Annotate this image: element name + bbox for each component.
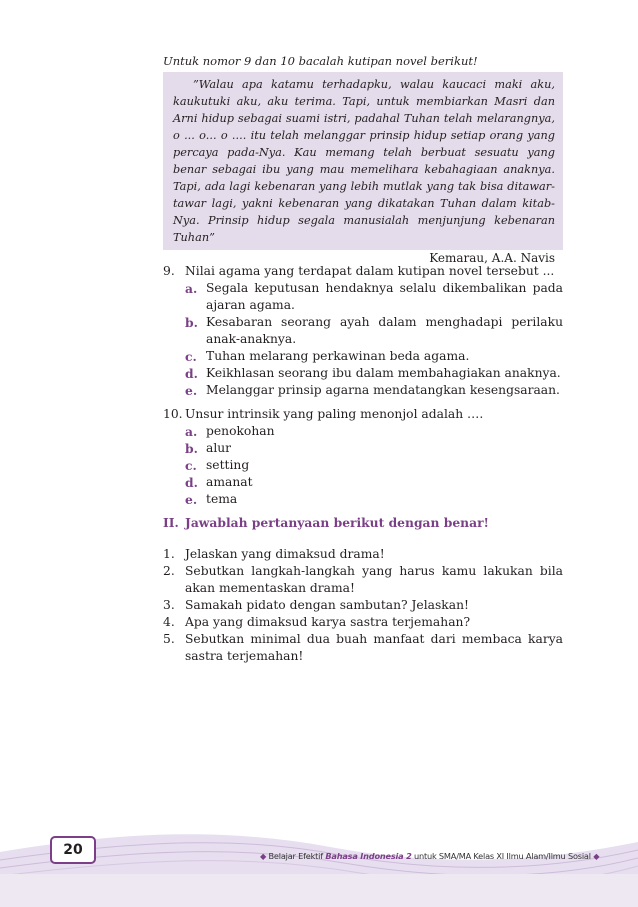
question-stem: Unsur intrinsik yang paling menonjol adalah …. [185, 407, 484, 421]
option-text: setting [206, 458, 250, 472]
section-title: Jawablah pertanyaan berikut dengan benar! [185, 515, 489, 530]
option-letter: d. [185, 366, 198, 381]
option-text: Kesabaran seorang ayah dalam menghadapi perilaku anak-anaknya. [206, 315, 563, 346]
option-text: alur [206, 441, 232, 455]
footer-caption [260, 851, 600, 861]
item-number: 5. [163, 632, 175, 646]
essay-question-5 [163, 631, 563, 665]
option-letter: c. [185, 458, 197, 473]
option-d [163, 474, 563, 491]
item-text: Sebutkan minimal dua buah manfaat dari membaca karya sastra terjemahan! [185, 632, 563, 663]
option-letter: b. [185, 441, 198, 456]
option-text: penokohan [206, 424, 275, 438]
essay-question-3 [163, 597, 563, 614]
footer-book-title: Bahasa Indonesia 2 [325, 851, 412, 861]
page-number: 20 [50, 836, 96, 864]
essay-question-list [163, 546, 563, 665]
item-number: 1. [163, 547, 175, 561]
novel-excerpt-box [163, 72, 563, 265]
item-text: Samakah pidato dengan sambutan? Jelaskan! [185, 598, 469, 612]
item-text: Apa yang dimaksud karya sastra terjemahan? [185, 615, 471, 629]
question-9 [163, 263, 563, 399]
essay-question-1 [163, 546, 563, 563]
question-10 [163, 406, 563, 508]
option-letter: a. [185, 281, 198, 296]
option-text: tema [206, 492, 238, 506]
section-numeral: II. [163, 515, 179, 530]
excerpt-source: Kemarau, A.A. Navis [429, 251, 555, 265]
essay-question-2 [163, 563, 563, 597]
item-number: 4. [163, 615, 175, 629]
option-e [163, 491, 563, 508]
option-letter: d. [185, 475, 198, 490]
option-text: Melanggar prinsip agarna mendatangkan kesengsaraan. [206, 383, 560, 397]
item-text: Jelaskan yang dimaksud drama! [185, 547, 385, 561]
footer-prefix: Belajar Efektif [268, 851, 323, 861]
option-letter: c. [185, 349, 197, 364]
reading-instruction: Untuk nomor 9 dan 10 bacalah kutipan novel berikut! [163, 54, 478, 68]
option-e [163, 382, 563, 399]
item-number: 3. [163, 598, 175, 612]
diamond-icon: ◆ [593, 851, 600, 861]
option-a [163, 280, 563, 314]
item-text: Sebutkan langkah-langkah yang harus kamu lakukan bila akan mementaskan drama! [185, 564, 563, 595]
option-text: Segala keputusan hendaknya selalu dikembalikan pada ajaran agama. [206, 281, 563, 312]
option-a [163, 423, 563, 440]
essay-question-4 [163, 614, 563, 631]
footer-suffix: untuk SMA/MA Kelas XI Ilmu Alam/Ilmu Sosial [414, 851, 591, 861]
option-c [163, 348, 563, 365]
option-letter: e. [185, 492, 198, 507]
option-text: Keikhlasan seorang ibu dalam membahagiakan anaknya. [206, 366, 561, 380]
option-letter: e. [185, 383, 198, 398]
option-text: amanat [206, 475, 253, 489]
option-b [163, 314, 563, 348]
option-text: Tuhan melarang perkawinan beda agama. [206, 349, 470, 363]
footer-wave-decoration [0, 822, 638, 907]
question-number: 10. [163, 407, 183, 421]
novel-excerpt-text: ”Walau apa katamu terhadapku, walau kaucaci maki aku, kaukutuki aku, aku terima. Tapi, untuk membiarkan Masri dan Arni hidup sebagai suami istri, padahal Tuhan telah melarangnya, o ... o... o .... itu telah melanggar prinsip hidup setiap orang yang percaya pada-Nya. Kau memang telah berbuat sesuatu yang benar sebagai ibu yang mau memelihara kebahagiaan anaknya. Tapi, ada lagi kebenaran yang lebih mutlak yang tak bisa ditawar-tawar lagi, yakni kebenaran yang dikatakan Tuhan dalam kitab-Nya. Prinsip hidup segala manusialah menjunjung kebenaran Tuhan” [173, 78, 555, 244]
option-d [163, 365, 563, 382]
section-heading [163, 514, 563, 531]
option-letter: b. [185, 315, 198, 330]
option-b [163, 440, 563, 457]
question-number: 9. [163, 264, 175, 278]
diamond-icon: ◆ [260, 851, 267, 861]
option-c [163, 457, 563, 474]
question-stem: Nilai agama yang terdapat dalam kutipan novel tersebut ... [185, 264, 555, 278]
item-number: 2. [163, 564, 175, 578]
option-letter: a. [185, 424, 198, 439]
